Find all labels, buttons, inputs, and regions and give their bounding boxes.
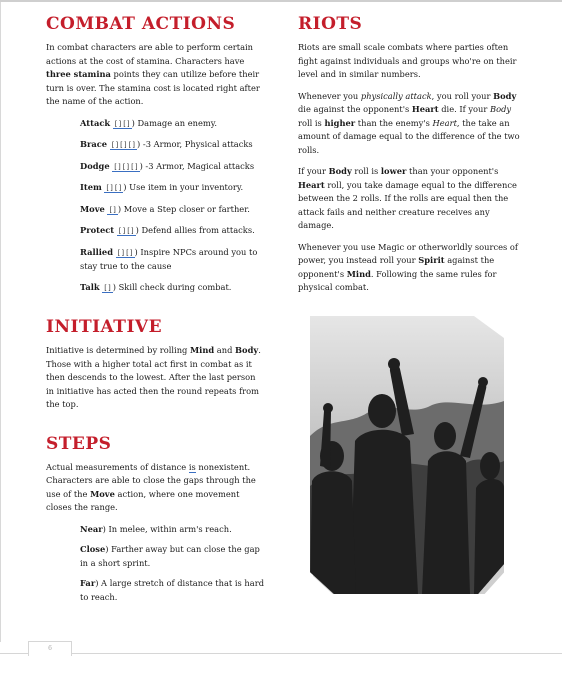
range-description: ) A large stretch of distance that is hard to reach.: [80, 578, 265, 602]
riots-lower-roll: If your Body roll is lower than your opponent's Heart roll, you take damage equal to the difference between the 2 rolls. If the rolls are equal then the attack fails and neither creature receives any damage.: [298, 166, 517, 230]
stamina-cost: [][]: [116, 248, 134, 257]
steps-text: Actual measurements of distance is nonexistent. Characters are able to close the gaps through the use of the Move action, where one movement closes the range.: [46, 461, 256, 512]
combat-actions-list: [46, 117, 266, 296]
riots-physical-attack: Whenever you physically attack, you roll your Body die against the opponent's Heart die. If your Body roll is higher than the enemy's Heart, the take an amount of damage equal to the difference of the two rolls.: [298, 90, 520, 155]
steps-heading: STEPS: [46, 433, 112, 454]
combat-action-item: [80, 224, 266, 239]
right-column: [298, 14, 520, 303]
range-name: Near: [80, 523, 103, 534]
action-name: Item: [80, 182, 102, 192]
combat-action-item: [80, 246, 266, 274]
combat-action-item: [80, 203, 266, 218]
initiative-section: [46, 317, 266, 412]
action-description: ) -3 Armor, Physical attacks: [137, 139, 253, 149]
stamina-cost: [][][]: [113, 162, 139, 171]
combat-action-item: [80, 160, 266, 175]
stamina-cost: []: [103, 283, 112, 292]
action-name: Protect: [80, 225, 115, 235]
combat-action-item: [80, 281, 266, 296]
riots-heading: RIOTS: [298, 14, 363, 34]
riots-intro: Riots are small scale combats where parties often fight against individuals and groups who're on their level and in similar numbers.: [298, 42, 517, 79]
steps-section: [46, 434, 266, 605]
combat-intro: In combat characters are able to perform certain actions at the cost of stamina. Characters have three stamina points they can utilize before their turn is over. The stamina cost is located right after the name of the action.: [46, 42, 260, 106]
range-description: ) In melee, within arm's reach.: [102, 523, 232, 534]
stamina-cost: [][][]: [110, 141, 137, 149]
page-number-tab: [28, 641, 72, 656]
stamina-cost: [][]: [113, 119, 131, 128]
action-description: ) Move a Step closer or farther.: [117, 203, 250, 214]
action-description: ) Skill check during combat.: [112, 281, 232, 292]
range-item: [80, 543, 266, 570]
action-name: Brace: [80, 139, 108, 149]
action-name: Dodge: [80, 160, 110, 171]
steps-range-list: [46, 523, 266, 605]
footer-rule: [0, 653, 562, 654]
action-name: Move: [80, 203, 105, 214]
page-number: 6: [48, 645, 52, 652]
riots-magic: Whenever you use Magic or otherworldly sources of power, you instead roll your Spirit against the opponent's Mind. Following the same rules for physical combat.: [298, 241, 518, 292]
combat-action-item: [80, 138, 266, 153]
stamina-cost: [][]: [105, 184, 123, 192]
range-item: [80, 523, 266, 537]
riot-crowd-photo: [310, 316, 504, 594]
action-description: ) Use item in your inventory.: [123, 182, 244, 192]
page-top-border: [0, 0, 562, 2]
combat-action-item: [80, 117, 266, 132]
initiative-text: Initiative is determined by rolling Mind and Body. Those with a higher total act first in combat as it then descends to the lowest. After the last person in initiative has acted then the round repeats from the top.: [46, 345, 261, 409]
combat-action-item: [80, 181, 266, 196]
action-description: ) Defend allies from attacks.: [135, 225, 255, 235]
left-column: [46, 14, 266, 611]
action-description: ) -3 Armor, Magical attacks: [139, 160, 255, 171]
action-description: ) Damage an enemy.: [131, 117, 217, 128]
combat-actions-heading: COMBAT ACTIONS: [46, 14, 236, 34]
initiative-heading: INITIATIVE: [46, 317, 163, 337]
stamina-cost: []: [108, 205, 117, 214]
range-name: Close: [80, 544, 106, 554]
action-name: Talk: [80, 281, 100, 292]
action-name: Rallied: [80, 246, 113, 257]
action-name: Attack: [80, 117, 111, 128]
page-left-edge: [0, 2, 1, 642]
range-description: ) Farther away but can close the gap in a short sprint.: [80, 544, 260, 568]
range-name: Far: [80, 578, 96, 588]
stamina-cost: [][]: [117, 227, 135, 235]
range-item: [80, 577, 266, 604]
action-description: ) Inspire NPCs around you to stay true to the cause: [80, 246, 258, 271]
